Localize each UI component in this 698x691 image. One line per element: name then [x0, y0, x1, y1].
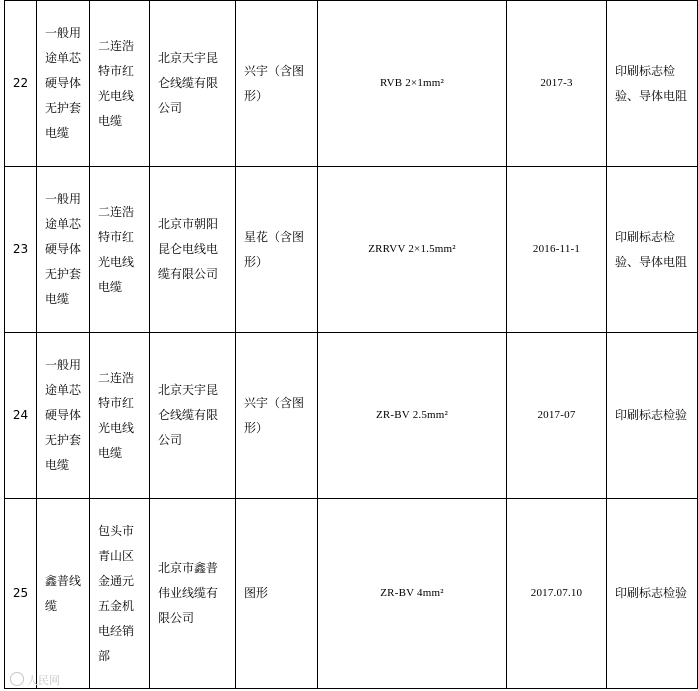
failed-item: 印刷标志检验、导体电阻 — [607, 167, 698, 333]
production-date: 2017-3 — [507, 1, 607, 167]
brand-name: 兴宇（含图形） — [236, 1, 318, 167]
table-row — [5, 499, 698, 689]
spec-model: ZR-BV 2.5mm² — [318, 333, 507, 499]
spec-model: ZRRVV 2×1.5mm² — [318, 167, 507, 333]
table-row — [5, 333, 698, 499]
production-date: 2017-07 — [507, 333, 607, 499]
seller-name: 二连浩特市红光电线电缆 — [90, 333, 150, 499]
seller-name: 包头市青山区金通元五金机电经销部 — [90, 499, 150, 689]
watermark — [10, 672, 60, 688]
manufacturer-name: 北京市朝阳昆仑电线电缆有限公司 — [150, 167, 236, 333]
failed-item: 印刷标志检验 — [607, 499, 698, 689]
product-table — [4, 0, 698, 689]
product-name: 一般用途单芯硬导体无护套电缆 — [37, 333, 90, 499]
row-number: 24 — [5, 333, 37, 499]
failed-item: 印刷标志检验、导体电阻 — [607, 1, 698, 167]
row-number: 25 — [5, 499, 37, 689]
spec-model: RVB 2×1mm² — [318, 1, 507, 167]
product-name: 一般用途单芯硬导体无护套电缆 — [37, 1, 90, 167]
manufacturer-name: 北京天宇昆仑线缆有限公司 — [150, 333, 236, 499]
failed-item: 印刷标志检验 — [607, 333, 698, 499]
row-number: 23 — [5, 167, 37, 333]
product-name: 一般用途单芯硬导体无护套电缆 — [37, 167, 90, 333]
manufacturer-name: 北京天宇昆仑线缆有限公司 — [150, 1, 236, 167]
brand-name: 星花（含图形） — [236, 167, 318, 333]
seller-name: 二连浩特市红光电线电缆 — [90, 167, 150, 333]
table-row — [5, 1, 698, 167]
watermark-text: 人民网 — [27, 674, 60, 687]
brand-name: 兴宇（含图形） — [236, 333, 318, 499]
brand-name: 图形 — [236, 499, 318, 689]
table-row — [5, 167, 698, 333]
manufacturer-name: 北京市鑫普伟业线缆有限公司 — [150, 499, 236, 689]
row-number: 22 — [5, 1, 37, 167]
spec-model: ZR-BV 4mm² — [318, 499, 507, 689]
production-date: 2016-11-1 — [507, 167, 607, 333]
production-date: 2017.07.10 — [507, 499, 607, 689]
watermark-logo-icon — [10, 672, 24, 686]
seller-name: 二连浩特市红光电线电缆 — [90, 1, 150, 167]
product-name: 鑫普线缆 — [37, 499, 90, 689]
